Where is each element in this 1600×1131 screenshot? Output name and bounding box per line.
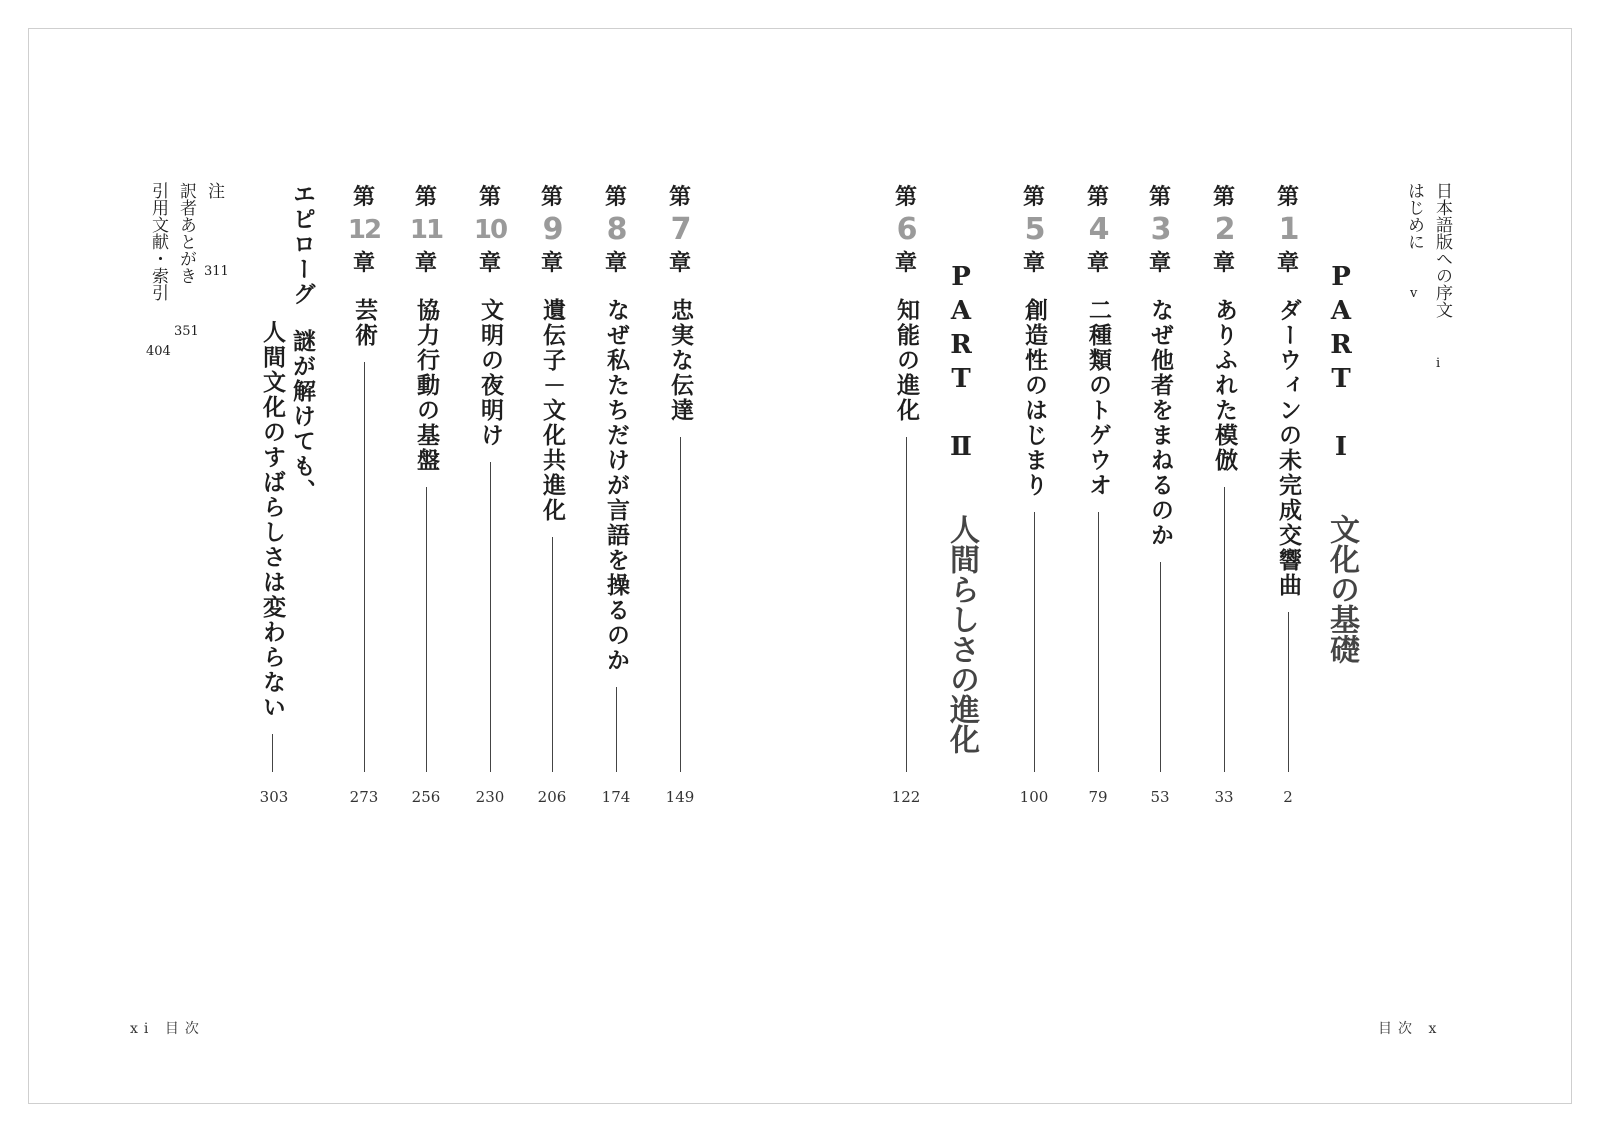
chapter-prefix: 第 bbox=[894, 184, 917, 210]
running-head-right-label: 目次 bbox=[1378, 1021, 1418, 1037]
toc-entry-chapter-10 bbox=[472, 182, 508, 772]
chapter-4-page: 79 bbox=[1088, 788, 1108, 806]
leader-line bbox=[1224, 487, 1225, 772]
front-matter-preface: 日本語版への序文 bbox=[1432, 182, 1452, 318]
leader-line bbox=[426, 487, 427, 772]
chapter-number: 8 bbox=[606, 212, 626, 247]
running-head-left bbox=[130, 1018, 205, 1038]
chapter-title: なぜ私たちだけが言語を操るのか bbox=[603, 298, 630, 673]
front-matter-preface-page: i bbox=[1436, 356, 1441, 371]
toc-entry-chapter-7 bbox=[662, 182, 698, 772]
chapter-prefix: 第 bbox=[668, 184, 691, 210]
part-2-heading bbox=[938, 262, 984, 754]
back-matter-afterword: 訳者あとがき bbox=[176, 182, 196, 284]
part-1-label: PART Ⅰ bbox=[1326, 262, 1356, 466]
chapter-title: 忠実な伝達 bbox=[667, 298, 694, 423]
epilogue-page: 303 bbox=[259, 788, 289, 806]
chapter-number: 9 bbox=[542, 212, 562, 247]
back-matter-notes-page: 311 bbox=[204, 264, 229, 279]
chapter-prefix: 第 bbox=[414, 184, 437, 210]
chapter-title: ありふれた模倣 bbox=[1211, 298, 1238, 473]
toc-entry-chapter-1 bbox=[1270, 182, 1306, 772]
chapter-suffix: 章 bbox=[1276, 250, 1299, 276]
chapter-number: 5 bbox=[1024, 212, 1044, 247]
chapter-5-page: 100 bbox=[1019, 788, 1049, 806]
leader-line bbox=[616, 687, 617, 772]
chapter-suffix: 章 bbox=[1148, 250, 1171, 276]
chapter-number: 7 bbox=[670, 212, 690, 247]
chapter-title: なぜ他者をまねるのか bbox=[1147, 298, 1174, 548]
chapter-suffix: 章 bbox=[894, 250, 917, 276]
running-head-left-label: 目次 bbox=[164, 1021, 205, 1037]
toc-entry-chapter-11 bbox=[408, 182, 444, 772]
chapter-suffix: 章 bbox=[604, 250, 627, 276]
chapter-12-page: 273 bbox=[349, 788, 379, 806]
back-matter-afterword-page: 351 bbox=[174, 324, 199, 339]
toc-entry-chapter-8 bbox=[598, 182, 634, 772]
chapter-9-page: 206 bbox=[537, 788, 567, 806]
chapter-suffix: 章 bbox=[478, 250, 501, 276]
part-1-title: 文化の基礎 bbox=[1324, 514, 1359, 664]
chapter-suffix: 章 bbox=[1022, 250, 1045, 276]
chapter-6-page: 122 bbox=[891, 788, 921, 806]
part-1-heading bbox=[1318, 262, 1364, 664]
chapter-title: 芸術 bbox=[351, 298, 378, 348]
chapter-prefix: 第 bbox=[478, 184, 501, 210]
chapter-11-page: 256 bbox=[411, 788, 441, 806]
leader-line bbox=[680, 437, 681, 772]
toc-entry-chapter-4 bbox=[1080, 182, 1116, 772]
back-matter-references: 引用文献・索引 bbox=[148, 182, 168, 301]
back-matter-notes: 注 bbox=[204, 182, 224, 199]
toc-entry-chapter-9 bbox=[534, 182, 570, 772]
chapter-number: 12 bbox=[347, 215, 381, 245]
leader-line bbox=[1160, 562, 1161, 772]
chapter-title: 二種類のトゲウオ bbox=[1085, 298, 1112, 498]
back-matter-references-page: 404 bbox=[146, 344, 171, 359]
chapter-prefix: 第 bbox=[604, 184, 627, 210]
chapter-prefix: 第 bbox=[1148, 184, 1171, 210]
leader-line bbox=[552, 537, 553, 772]
chapter-title: 遺伝子－文化共進化 bbox=[539, 298, 566, 523]
leader-line bbox=[1034, 512, 1035, 772]
chapter-3-page: 53 bbox=[1150, 788, 1170, 806]
epilogue-label: エピローグ bbox=[289, 182, 316, 307]
chapter-number: 1 bbox=[1278, 212, 1298, 247]
leader-line bbox=[906, 437, 907, 772]
toc-entry-chapter-12 bbox=[346, 182, 382, 772]
chapter-suffix: 章 bbox=[1086, 250, 1109, 276]
chapter-title: 協力行動の基盤 bbox=[413, 298, 440, 473]
toc-entry-epilogue-subtitle bbox=[254, 320, 290, 772]
chapter-prefix: 第 bbox=[540, 184, 563, 210]
toc-entry-chapter-5 bbox=[1016, 182, 1052, 772]
part-2-title: 人間らしさの進化 bbox=[944, 514, 979, 754]
chapter-7-page: 149 bbox=[665, 788, 695, 806]
chapter-number: 6 bbox=[896, 212, 916, 247]
chapter-prefix: 第 bbox=[352, 184, 375, 210]
chapter-number: 4 bbox=[1088, 212, 1108, 247]
toc-entry-chapter-3 bbox=[1142, 182, 1178, 772]
chapter-suffix: 章 bbox=[414, 250, 437, 276]
part-2-label: PART Ⅱ bbox=[946, 262, 976, 466]
chapter-suffix: 章 bbox=[1212, 250, 1235, 276]
chapter-8-page: 174 bbox=[601, 788, 631, 806]
epilogue-subtitle: 人間文化のすばらしさは変わらない bbox=[259, 320, 286, 720]
chapter-prefix: 第 bbox=[1022, 184, 1045, 210]
chapter-title: 創造性のはじまり bbox=[1021, 298, 1048, 498]
epilogue-title: 謎が解けても、 bbox=[289, 329, 316, 504]
chapter-suffix: 章 bbox=[668, 250, 691, 276]
running-head-right bbox=[1378, 1018, 1442, 1038]
leader-line bbox=[490, 462, 491, 772]
chapter-number: 3 bbox=[1150, 212, 1170, 247]
running-head-left-folio: xi bbox=[130, 1021, 155, 1037]
chapter-2-page: 33 bbox=[1214, 788, 1234, 806]
chapter-suffix: 章 bbox=[540, 250, 563, 276]
chapter-prefix: 第 bbox=[1212, 184, 1235, 210]
chapter-number: 11 bbox=[409, 215, 443, 245]
leader-line bbox=[1288, 612, 1289, 772]
chapter-title: 文明の夜明け bbox=[477, 298, 504, 448]
chapter-number: 2 bbox=[1214, 212, 1234, 247]
running-head-right-folio: x bbox=[1428, 1021, 1443, 1037]
chapter-prefix: 第 bbox=[1276, 184, 1299, 210]
chapter-10-page: 230 bbox=[475, 788, 505, 806]
leader-line bbox=[364, 362, 365, 772]
chapter-number: 10 bbox=[473, 215, 507, 245]
chapter-prefix: 第 bbox=[1086, 184, 1109, 210]
front-matter-intro: はじめに bbox=[1404, 182, 1424, 250]
chapter-1-page: 2 bbox=[1283, 788, 1293, 806]
toc-entry-chapter-6 bbox=[888, 182, 924, 772]
toc-entry-chapter-2 bbox=[1206, 182, 1242, 772]
chapter-suffix: 章 bbox=[352, 250, 375, 276]
chapter-title: ダーウィンの未完成交響曲 bbox=[1275, 298, 1302, 598]
leader-line bbox=[272, 734, 273, 772]
chapter-title: 知能の進化 bbox=[893, 298, 920, 423]
front-matter-intro-page: v bbox=[1410, 286, 1418, 301]
leader-line bbox=[1098, 512, 1099, 772]
